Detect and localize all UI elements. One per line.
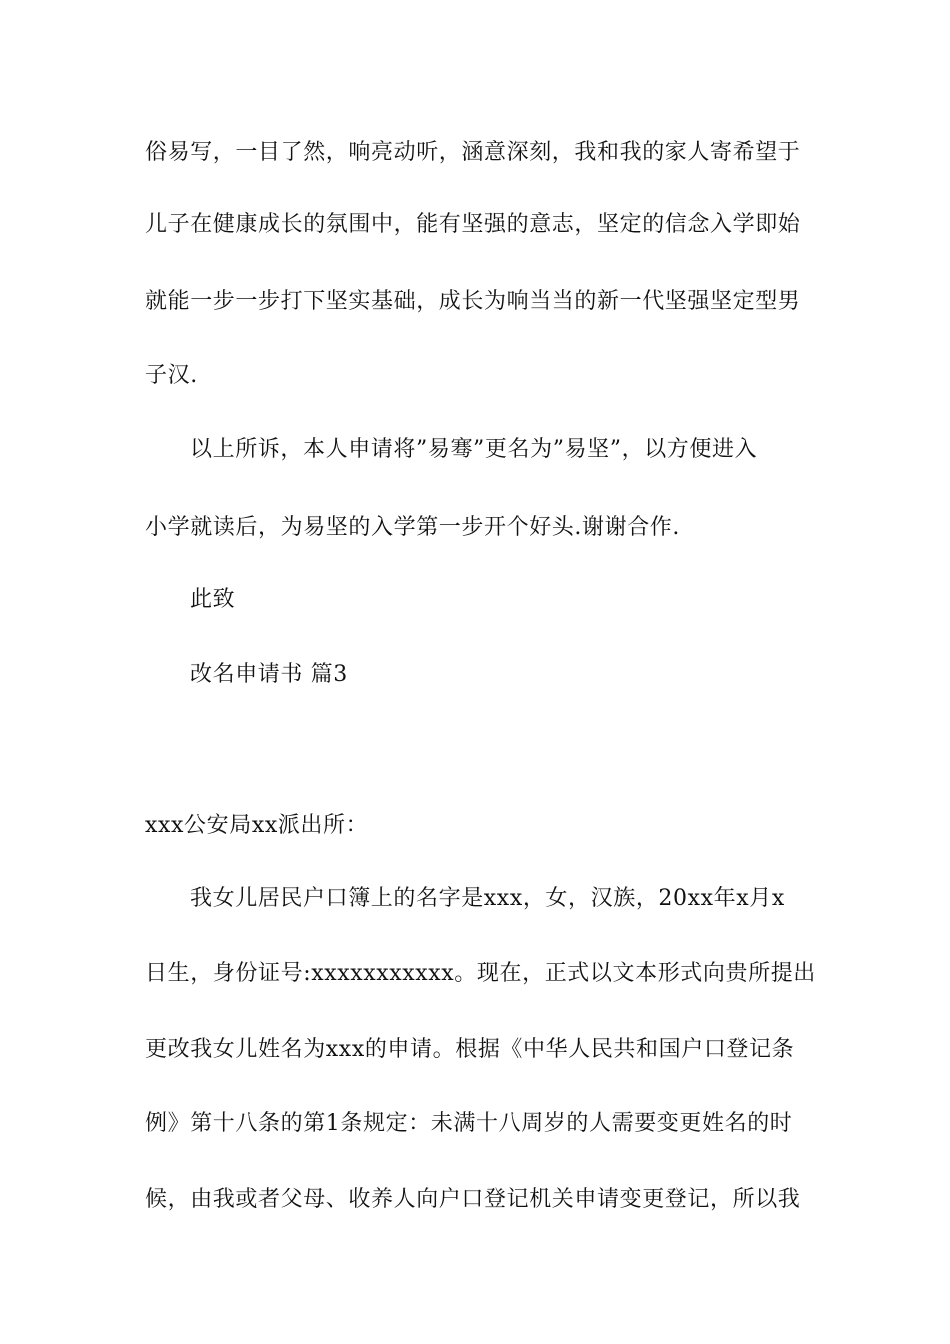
paragraph-line: 例》第十八条的第1条规定：未满十八周岁的人需要变更姓名的时 [145,1111,793,1136]
addressee-line: xxx公安局xx派出所： [145,813,369,838]
paragraph-line: 以上所诉，本人申请将”易骞”更名为”易坚”，以方便进入 [190,437,758,462]
paragraph-line: 更改我女儿姓名为xxx的申请。根据《中华人民共和国户口登记条 [145,1037,795,1062]
paragraph-line: 就能一步一步打下坚实基础，成长为响当当的新一代坚强坚定型男 [145,289,801,314]
paragraph-line: 小学就读后，为易坚的入学第一步开个好头.谢谢合作. [145,515,680,540]
paragraph-line: 儿子在健康成长的氛围中，能有坚强的意志，坚定的信念入学即始 [145,212,801,237]
paragraph-line: 俗易写，一目了然，响亮动听，涵意深刻，我和我的家人寄希望于 [145,140,801,165]
paragraph-line: 子汉. [145,363,198,388]
paragraph-line: 我女儿居民户口簿上的名字是xxx，女，汉族，20xx年x月x [190,886,785,911]
closing-salutation: 此致 [190,587,236,612]
paragraph-line: 日生，身份证号:xxxxxxxxxxx。现在，正式以文本形式向贵所提出 [145,961,816,986]
paragraph-line: 候，由我或者父母、收养人向户口登记机关申请变更登记，所以我 [145,1187,801,1212]
section-heading: 改名申请书 篇3 [190,662,348,687]
